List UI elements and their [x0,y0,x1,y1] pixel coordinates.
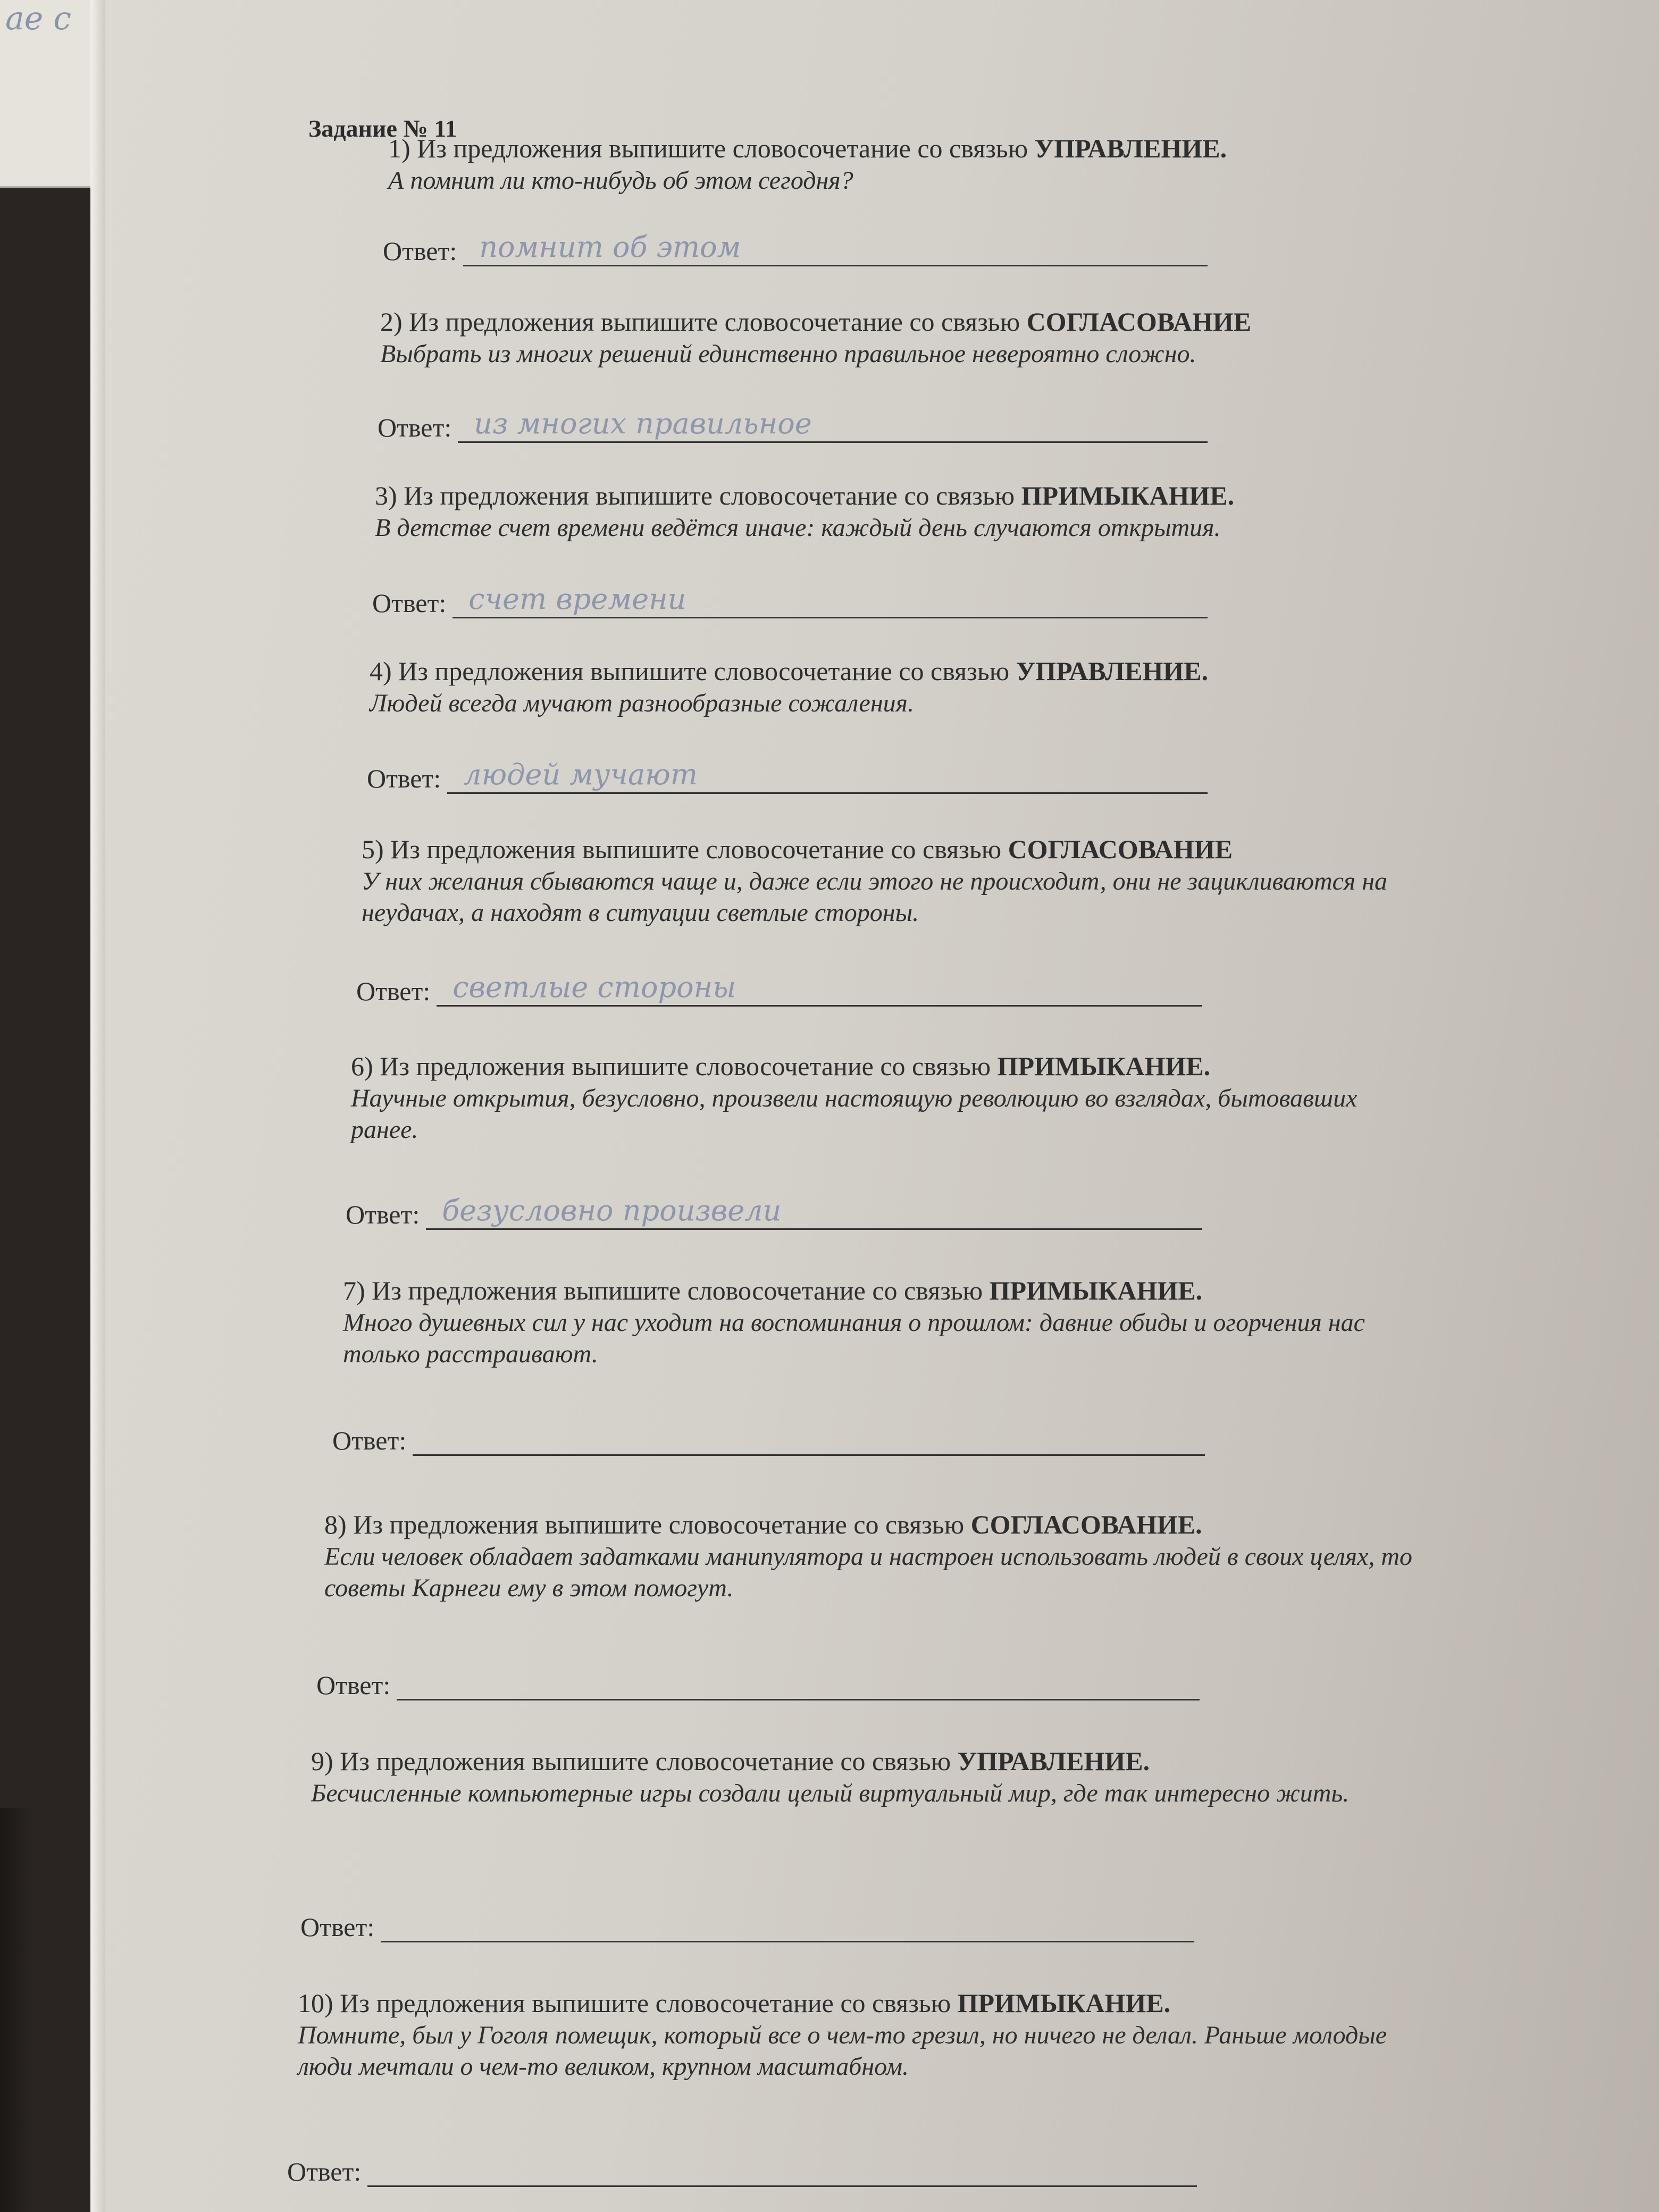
task-prompt: 9) Из предложения выпишите словосочетание со связью УПРАВЛЕНИЕ. [311,1746,1150,1776]
answer-4: Ответ: людей мучают [367,760,1208,794]
task-sentence: У них желания сбываются чаще и, даже если этого не происходит, они не зацикливаются на неудачах, а находят в ситуации светлые стороны. [362,867,1388,927]
task-sentence: Много душевных сил у нас уходит на воспоминания о прошлом: давние обиды и огорчения нас только расстраивают. [343,1309,1365,1368]
answer-field-7[interactable] [413,1422,1205,1456]
task-sentence: Выбрать из многих решений единственно правильное невероятно сложно. [380,340,1196,368]
answer-field-8[interactable] [397,1667,1200,1700]
task-6 [351,1052,1430,1145]
answer-field-1[interactable]: помнит об этом [463,233,1208,266]
task-prompt: 10) Из предложения выпишите словосочетание со связью ПРИМЫКАНИЕ. [298,1988,1171,2018]
answer-field-6[interactable]: безусловно произвели [426,1196,1202,1230]
answer-field-9[interactable] [381,1909,1194,1942]
task-prompt: 7) Из предложения выпишите словосочетание со связью ПРИМЫКАНИЕ. [343,1276,1203,1305]
task-5 [362,835,1425,928]
task-sentence: Людей всегда мучают разнообразные сожаления. [370,689,914,717]
task-prompt: 8) Из предложения выпишите словосочетание со связью СОГЛАСОВАНИЕ. [324,1510,1202,1539]
task-sentence: В детстве счет времени ведётся иначе: каждый день случаются открытия. [375,514,1221,542]
task-prompt: 3) Из предложения выпишите словосочетание со связью ПРИМЫКАНИЕ. [375,481,1235,510]
task-sentence: А помнит ли кто-нибудь об этом сегодня? [388,166,853,195]
answer-5: Ответ: светлые стороны [356,973,1202,1007]
answer-9: Ответ: [300,1909,1194,1942]
task-sentence: Помните, был у Гоголя помещик, который все о чем-то грезил, но ничего не делал. Раньше молодые люди мечтали о чем-то великом, крупном масштабном. [298,2021,1387,2081]
task-prompt: 4) Из предложения выпишите словосочетание со связью УПРАВЛЕНИЕ. [370,656,1209,686]
worksheet-page [90,0,1659,2212]
answer-field-4[interactable]: людей мучают [447,760,1208,794]
task-sentence: Научные открытия, безусловно, произвели настоящую революцию во взглядах, бытовавших ранее. [351,1084,1358,1144]
task-header: Задание № 11 [308,115,457,142]
finger-shadow [0,1808,32,2212]
page-stack-edge [90,0,105,2212]
task-sentence: Если человек обладает задатками манипулятора и настроен использовать людей в своих целях, то советы Карнеги ему в этом помогут. [324,1543,1413,1602]
answer-field-10[interactable] [367,2154,1197,2187]
task-prompt: 1) Из предложения выпишите словосочетание со связью УПРАВЛЕНИЕ. [388,133,1227,163]
answer-8: Ответ: [316,1667,1200,1700]
task-9 [311,1747,1438,1809]
answer-2: Ответ: из многих правильное [378,409,1208,443]
task-10 [298,1989,1441,2082]
answer-6: Ответ: безусловно произвели [346,1196,1202,1230]
task-1 [388,134,1452,197]
task-4 [370,657,1433,719]
task-prompt: 5) Из предложения выпишите словосочетание со связью СОГЛАСОВАНИЕ [362,834,1233,864]
task-3 [375,481,1438,544]
task-2 [380,307,1444,370]
task-prompt: 2) Из предложения выпишите словосочетание со связью СОГЛАСОВАНИЕ [380,307,1252,337]
answer-3: Ответ: счет времени [372,585,1208,618]
background-scribble: ae с [5,0,71,37]
answer-1: Ответ: помнит об этом [383,233,1208,266]
answer-10: Ответ: [287,2154,1197,2187]
answer-field-3[interactable]: счет времени [453,585,1208,618]
task-sentence: Бесчисленные компьютерные игры создали целый виртуальный мир, где так интересно жить. [311,1779,1350,1807]
task-8 [324,1510,1441,1604]
task-prompt: 6) Из предложения выпишите словосочетание со связью ПРИМЫКАНИЕ. [351,1051,1211,1081]
answer-field-2[interactable]: из многих правильное [458,409,1208,443]
task-7 [343,1276,1438,1370]
answer-7: Ответ: [332,1422,1205,1456]
answer-field-5[interactable]: светлые стороны [437,973,1202,1007]
